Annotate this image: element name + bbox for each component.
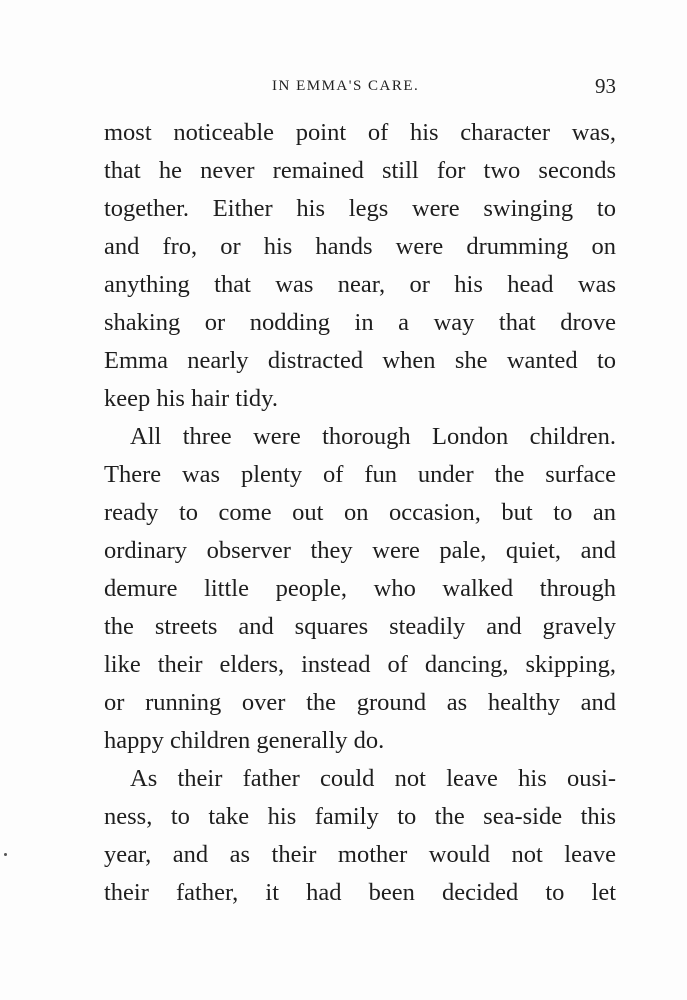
text-line: ness, to take his family to the sea-side this xyxy=(104,803,616,830)
text-line: the streets and squares steadily and gravely xyxy=(104,613,616,640)
text-line: There was plenty of fun under the surface xyxy=(104,461,616,488)
paragraph-1 xyxy=(104,114,616,418)
body-text xyxy=(104,114,616,912)
text-line: anything that was near, or his head was xyxy=(104,271,616,298)
paper-speck xyxy=(4,853,7,856)
paragraph-3 xyxy=(104,760,616,912)
text-line: happy children generally do. xyxy=(104,727,385,754)
text-line: ordinary observer they were pale, quiet, and xyxy=(104,537,616,564)
text-line: most noticeable point of his character was, xyxy=(104,119,616,146)
running-head xyxy=(104,74,616,104)
paragraph-2 xyxy=(104,418,616,760)
page-number: 93 xyxy=(595,74,616,98)
text-line: As their father could not leave his ousi- xyxy=(130,765,616,792)
text-line: All three were thorough London children. xyxy=(130,423,616,450)
text-line: and fro, or his hands were drumming on xyxy=(104,233,616,260)
text-line: or running over the ground as healthy and xyxy=(104,689,616,716)
text-line: like their elders, instead of dancing, skipping, xyxy=(104,651,616,678)
text-line: shaking or nodding in a way that drove xyxy=(104,309,616,336)
text-line: that he never remained still for two seconds xyxy=(104,157,616,184)
text-line: year, and as their mother would not leave xyxy=(104,841,616,868)
text-line: keep his hair tidy. xyxy=(104,385,278,412)
text-line: Emma nearly distracted when she wanted to xyxy=(104,347,616,374)
text-line: their father, it had been decided to let xyxy=(104,879,616,906)
text-line: together. Either his legs were swinging to xyxy=(104,195,616,222)
running-title: IN EMMA'S CARE. xyxy=(272,78,420,94)
text-line: demure little people, who walked through xyxy=(104,575,616,602)
text-line: ready to come out on occasion, but to an xyxy=(104,499,616,526)
